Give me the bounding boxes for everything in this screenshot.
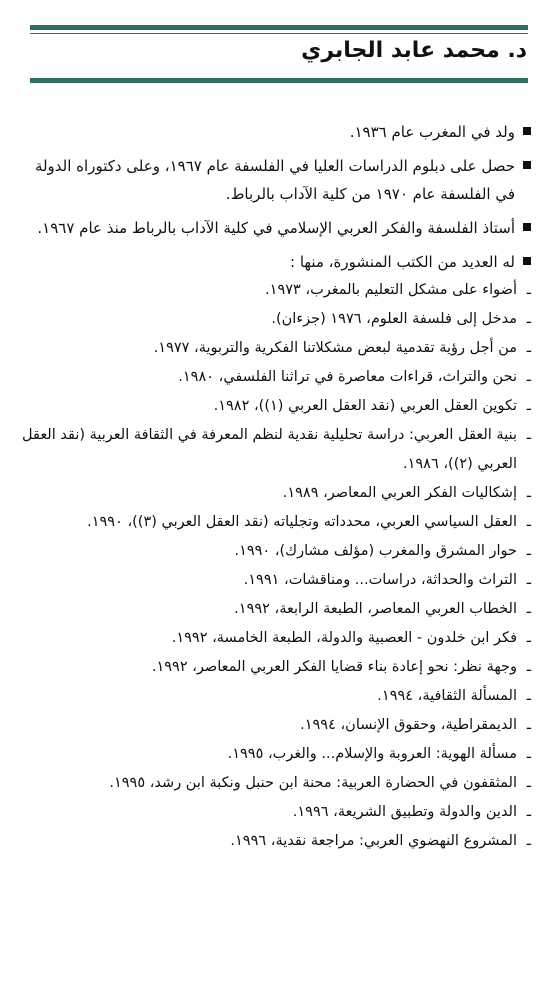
- book-item: [14, 508, 531, 537]
- book-item: [14, 827, 531, 856]
- book-item: [14, 653, 531, 682]
- book-title: بنية العقل العربي: دراسة تحليلية نقدية لنظم المعرفة في الثقافة العربية (نقد العقل العربي (٢))، ١٩٨٦.: [22, 427, 517, 472]
- book-item: [14, 363, 531, 392]
- dash-marker: ـ: [526, 601, 531, 617]
- book-item: [14, 392, 531, 421]
- book-title: المثقفون في الحضارة العربية: محنة ابن حنبل ونكبة ابن رشد، ١٩٩٥.: [109, 775, 517, 791]
- header-top-thin-rule: [30, 33, 528, 34]
- book-title: مدخل إلى فلسفة العلوم، ١٩٧٦ (جزءان).: [271, 311, 517, 327]
- dash-marker: ـ: [526, 398, 531, 414]
- book-item: [14, 624, 531, 653]
- biography-content: [14, 118, 531, 856]
- book-title: تكوين العقل العربي (نقد العقل العربي (١))، ١٩٨٢.: [213, 398, 517, 414]
- page-title: د. محمد عابد الجابري: [301, 38, 527, 63]
- book-title: الديمقراطية، وحقوق الإنسان، ١٩٩٤.: [300, 717, 517, 733]
- bio-text: حصل على دبلوم الدراسات العليا في الفلسفة عام ١٩٦٧، وعلى دكتوراه الدولة في الفلسفة عام ١٩٧٠ من كلية الآداب بالرباط.: [34, 157, 515, 203]
- square-bullet-icon: [523, 127, 531, 135]
- dash-marker: ـ: [526, 688, 531, 704]
- dash-marker: ـ: [526, 833, 531, 849]
- dash-marker: ـ: [526, 369, 531, 385]
- book-title: التراث والحداثة، دراسات... ومناقشات، ١٩٩١.: [243, 572, 517, 588]
- dash-marker: ـ: [526, 311, 531, 327]
- dash-marker: ـ: [526, 282, 531, 298]
- dash-marker: ـ: [526, 514, 531, 530]
- book-title: نحن والتراث، قراءات معاصرة في تراثنا الفلسفي، ١٩٨٠.: [178, 369, 517, 385]
- book-title: العقل السياسي العربي، محدداته وتجلياته (نقد العقل العربي (٣))، ١٩٩٠.: [87, 514, 517, 530]
- bio-bullet: [14, 152, 531, 208]
- book-title: فكر ابن خلدون - العصبية والدولة، الطبعة الخامسة، ١٩٩٢.: [171, 630, 517, 646]
- square-bullet-icon: [523, 257, 531, 265]
- bio-bullet: [14, 248, 531, 276]
- dash-marker: ـ: [526, 775, 531, 791]
- book-item: [14, 595, 531, 624]
- book-item: [14, 566, 531, 595]
- book-item: [14, 711, 531, 740]
- dash-marker: ـ: [526, 659, 531, 675]
- book-item: [14, 682, 531, 711]
- dash-marker: ـ: [526, 427, 531, 443]
- bio-text: له العديد من الكتب المنشورة، منها :: [290, 253, 515, 271]
- book-item: [14, 769, 531, 798]
- book-title: الدين والدولة وتطبيق الشريعة، ١٩٩٦.: [292, 804, 517, 820]
- dash-marker: ـ: [526, 572, 531, 588]
- header-bottom-rule: [30, 78, 528, 83]
- book-item: [14, 305, 531, 334]
- book-title: من أجل رؤية تقدمية لبعض مشكلاتنا الفكرية والتربوية، ١٩٧٧.: [153, 340, 517, 356]
- book-title: وجهة نظر: نحو إعادة بناء قضايا الفكر العربي المعاصر، ١٩٩٢.: [151, 659, 517, 675]
- book-title: إشكاليات الفكر العربي المعاصر، ١٩٨٩.: [282, 485, 517, 501]
- dash-marker: ـ: [526, 485, 531, 501]
- square-bullet-icon: [523, 161, 531, 169]
- dash-marker: ـ: [526, 340, 531, 356]
- dash-marker: ـ: [526, 630, 531, 646]
- square-bullet-icon: [523, 223, 531, 231]
- book-title: مسألة الهوية: العروبة والإسلام... والغرب، ١٩٩٥.: [227, 746, 517, 762]
- book-item: [14, 276, 531, 305]
- bio-bullet: [14, 214, 531, 242]
- bio-text: ولد في المغرب عام ١٩٣٦.: [349, 123, 515, 141]
- book-title: الخطاب العربي المعاصر، الطبعة الرابعة، ١٩٩٢.: [234, 601, 517, 617]
- book-title: المسألة الثقافية، ١٩٩٤.: [377, 688, 517, 704]
- book-title: حوار المشرق والمغرب (مؤلف مشارك)، ١٩٩٠.: [234, 543, 517, 559]
- book-list: [14, 276, 531, 856]
- bio-text: أستاذ الفلسفة والفكر العربي الإسلامي في كلية الآداب بالرباط منذ عام ١٩٦٧.: [37, 219, 515, 237]
- dash-marker: ـ: [526, 746, 531, 762]
- book-item: [14, 334, 531, 363]
- book-item: [14, 740, 531, 769]
- book-item: [14, 798, 531, 827]
- book-item: [14, 537, 531, 566]
- header-top-rule: [30, 25, 528, 30]
- dash-marker: ـ: [526, 804, 531, 820]
- book-item: [14, 421, 531, 479]
- book-item: [14, 479, 531, 508]
- dash-marker: ـ: [526, 717, 531, 733]
- book-title: المشروع النهضوي العربي: مراجعة نقدية، ١٩٩٦.: [230, 833, 517, 849]
- book-title: أضواء على مشكل التعليم بالمغرب، ١٩٧٣.: [265, 282, 517, 298]
- bio-bullet: [14, 118, 531, 146]
- dash-marker: ـ: [526, 543, 531, 559]
